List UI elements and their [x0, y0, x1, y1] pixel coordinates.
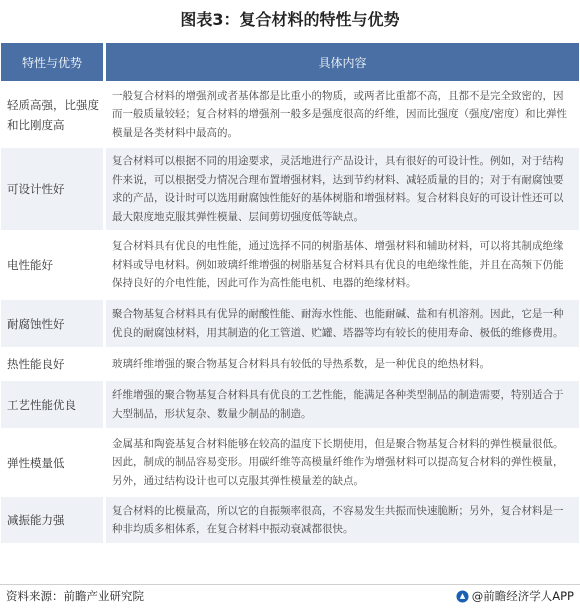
brand-text: @前瞻经济学人APP — [471, 589, 574, 603]
table-row — [1, 145, 579, 230]
qianzhan-logo-icon — [456, 590, 469, 603]
row-content: 复合材料具有优良的电性能，通过选择不同的树脂基体、增强材料和辅助材料，可以将其制成绝缘材料或导电材料。例如玻璃纤维增强的树脂基复合材料具有优良的电绝缘性能，并且在高频下仍能保持良好的介电性能，因此可作为高性能电机、电器的绝缘材料。 — [106, 233, 579, 297]
table-header-row — [1, 43, 579, 81]
footer — [0, 584, 580, 605]
row-content: 金属基和陶瓷基复合材料能够在较高的温度下长期使用，但是聚合物基复合材料的弹性模量很低。因此，制成的制品容易变形。用碳纤维等高模量纤维作为增强材料可以提高复合材料的弹性模量，另外，通过结构设计也可以克服其弹性模量差的缺点。 — [106, 431, 579, 494]
row-content: 聚合物基复合材料具有优异的耐酸性能、耐海水性能、也能耐碱、盐和有机溶剂。因此，它是一种优良的耐腐蚀材料，用其制造的化工管道、贮罐、塔器等均有较长的使用寿命、极低的维修费用。 — [106, 300, 579, 347]
row-feature: 减振能力强 — [1, 497, 103, 543]
row-content: 一般复合材料的增强剂或者基体都是比重小的物质，或两者比重都不高，且都不是完全致密的，因而一般质量较轻；复合材料的增强剂一般多是强度很高的纤维，因而比强度（强度/密度）和比弹性模量是各类材料中最高的。 — [106, 84, 579, 145]
row-feature: 电性能好 — [1, 233, 103, 297]
row-feature: 工艺性能优良 — [1, 381, 103, 428]
row-feature: 可设计性好 — [1, 148, 103, 230]
row-feature: 弹性模量低 — [1, 431, 103, 494]
row-content: 纤维增强的聚合物基复合材料具有优良的工艺性能，能满足各种类型制品的制造需要，特别适合于大型制品，形状复杂、数量少制品的制造。 — [106, 381, 579, 428]
row-content: 复合材料可以根据不同的用途要求，灵活地进行产品设计，具有很好的可设计性。例如，对于结构件来说，可以根据受力情况合理布置增强材料，达到节约材料、减轻质量的目的；对于有耐腐蚀要求的产品，设计时可以选用耐腐蚀性能好的基体树脂和增强材料。复合材料良好的可设计性还可以最大限度地克服其弹性模量、层间剪切强度低等缺点。 — [106, 148, 579, 230]
table-row — [1, 230, 579, 297]
row-feature: 耐腐蚀性好 — [1, 300, 103, 347]
table-row — [1, 297, 579, 347]
table-row — [1, 428, 579, 494]
table-row — [1, 81, 579, 145]
row-content: 复合材料的比模量高，所以它的自振频率很高，不容易发生共振而快速脆断；另外，复合材料是一种非均质多相体系，在复合材料中振动衰减都很快。 — [106, 497, 579, 543]
table-row — [1, 347, 579, 378]
brand[interactable] — [456, 588, 574, 604]
row-content: 玻璃纤维增强的聚合物基复合材料具有较低的导热系数，是一种优良的绝热材料。 — [106, 350, 579, 378]
table-row — [1, 378, 579, 428]
row-feature: 热性能良好 — [1, 350, 103, 378]
header-feature: 特性与优势 — [1, 43, 103, 81]
page-title: 图表3：复合材料的特性与优势 — [180, 10, 400, 29]
source-text: 资料来源：前瞻产业研究院 — [6, 589, 144, 603]
features-table — [1, 43, 579, 543]
table-row — [1, 494, 579, 543]
row-feature: 轻质高强，比强度和比刚度高 — [1, 84, 103, 145]
header-content: 具体内容 — [106, 43, 579, 81]
